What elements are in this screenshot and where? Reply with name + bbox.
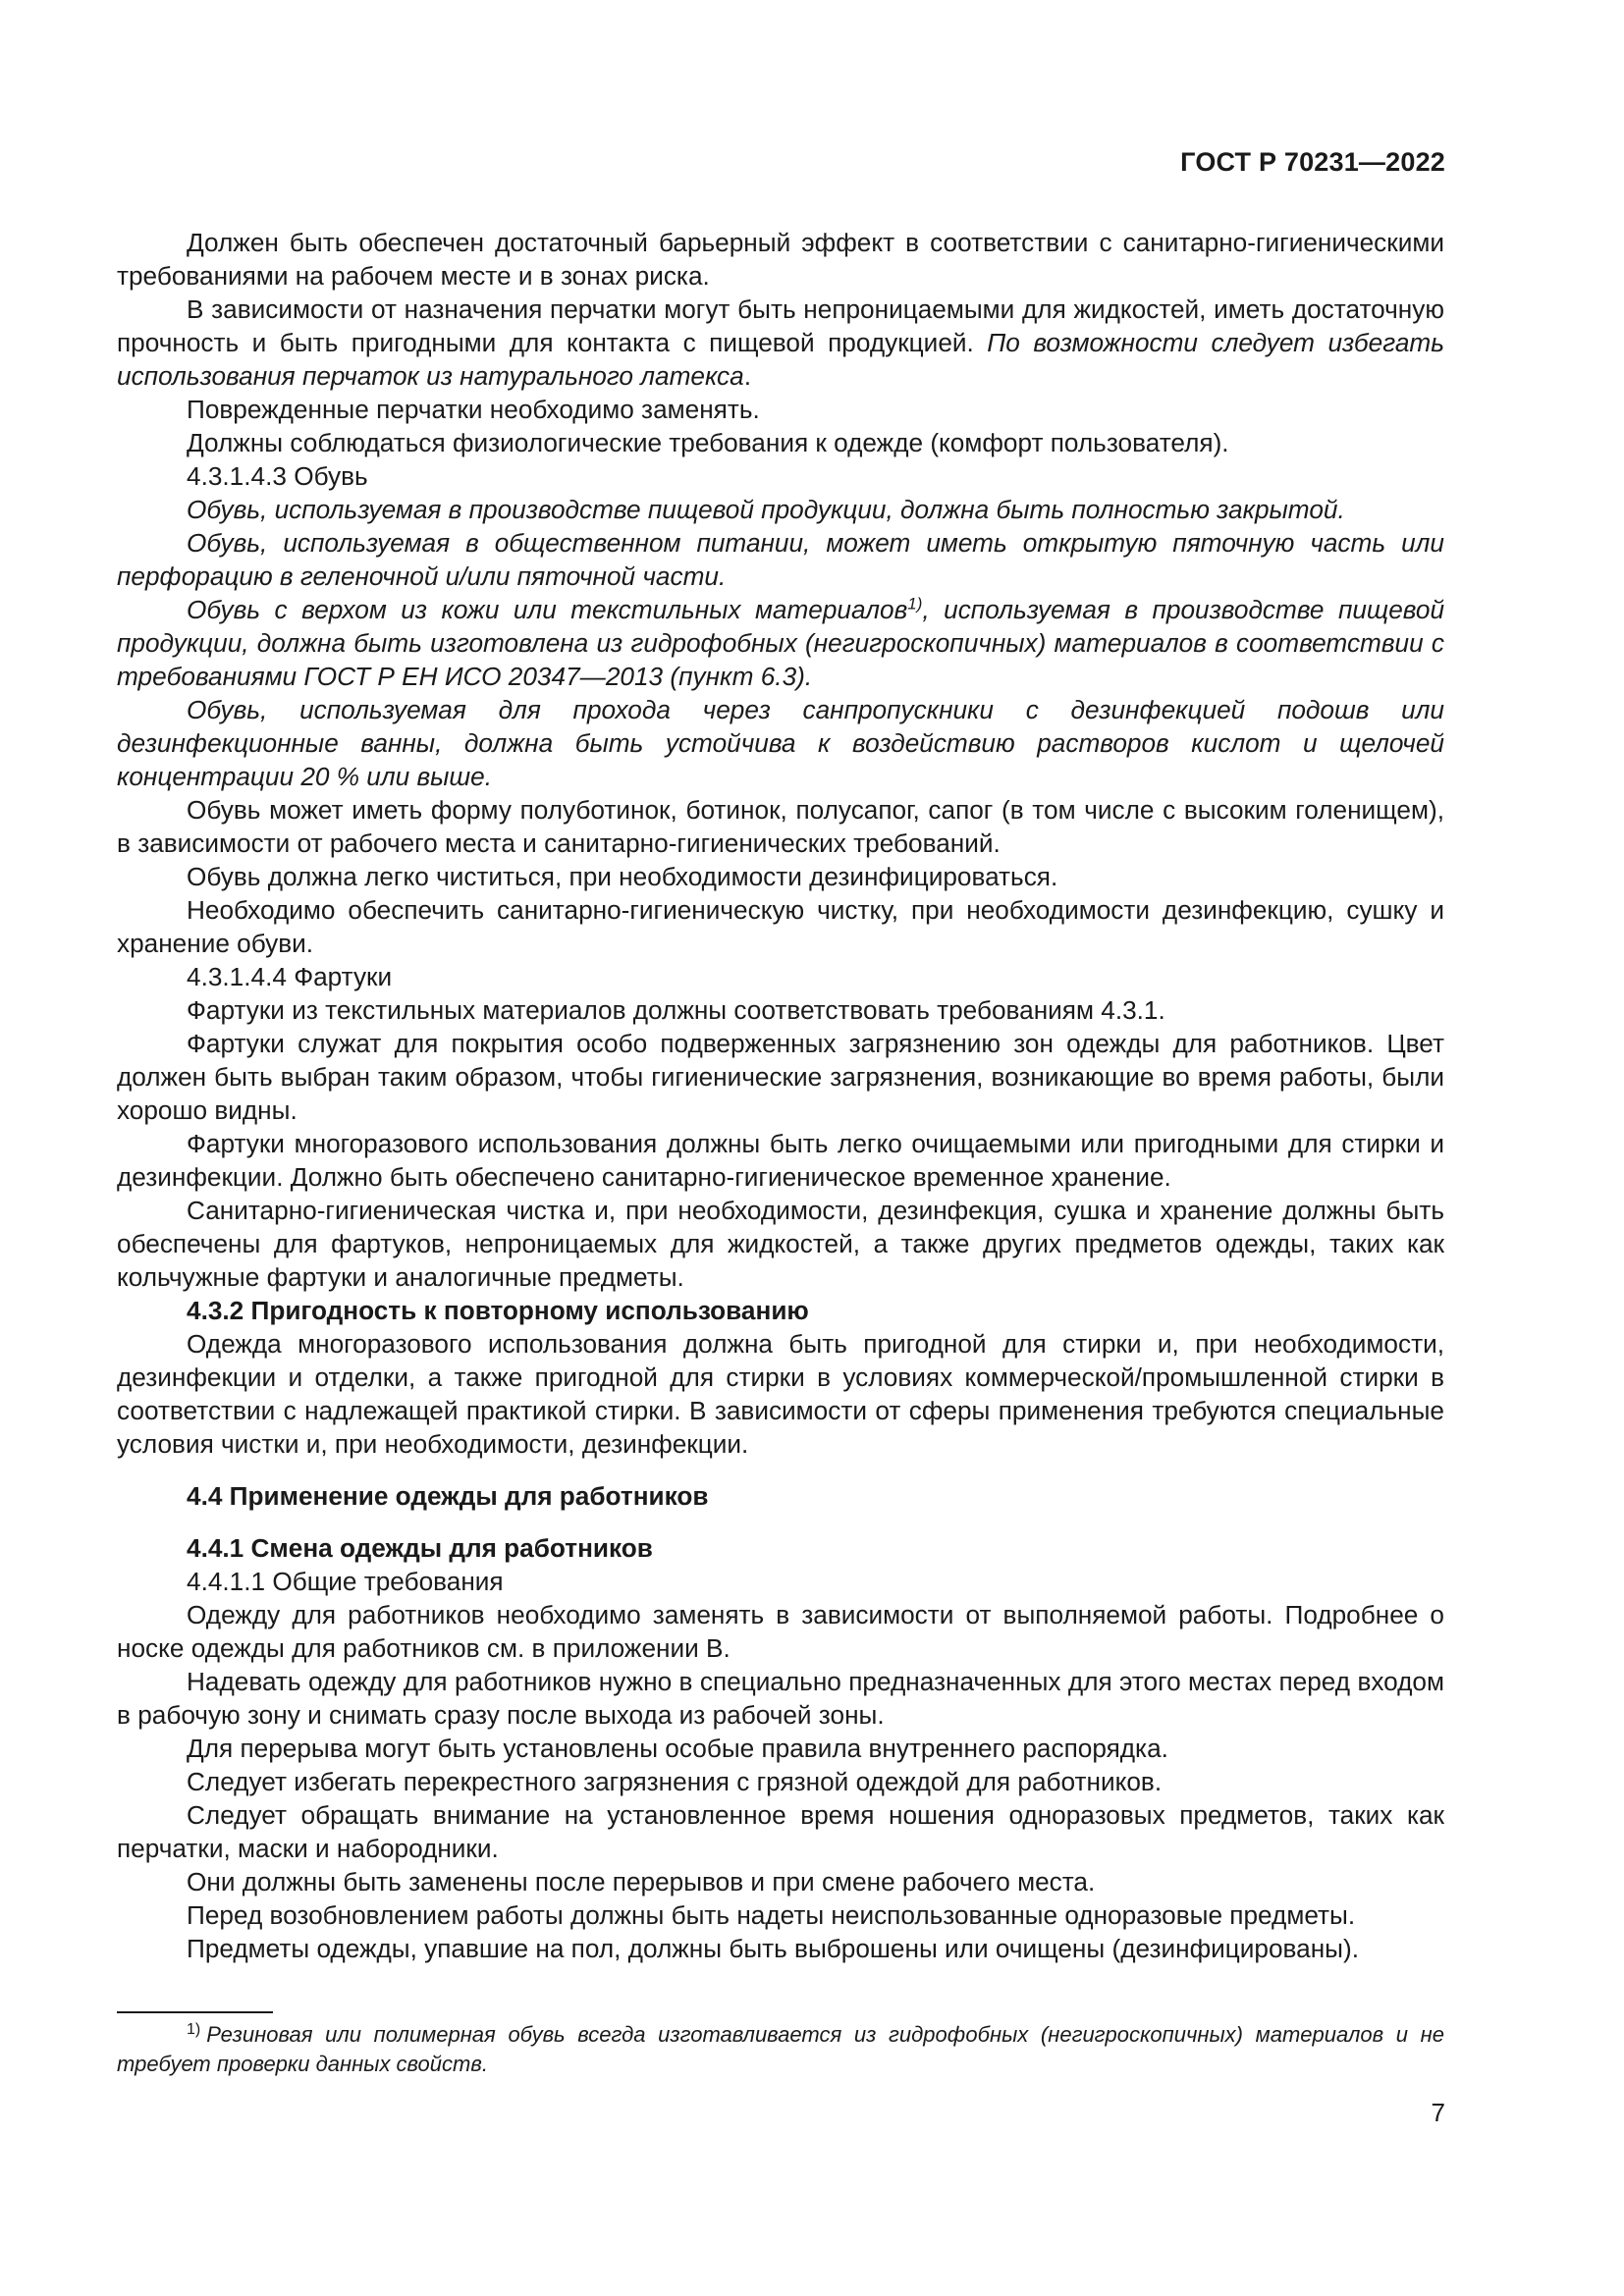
section-heading-4-4: 4.4 Применение одежды для работников <box>187 1481 709 1511</box>
paragraph-text: , используемая в производстве пищевой продукции, должна быть изготовлена из гидрофобных (негигроскопичных) материалов в соответствии с требованиями ГОСТ Р ЕН ИСО 20347—2013 (пункт 6.3). <box>117 595 1445 691</box>
section-heading-4-4-1: 4.4.1 Смена одежды для работников <box>187 1533 653 1563</box>
section-heading-4-3-2: 4.3.2 Пригодность к повторному использованию <box>187 1296 809 1325</box>
paragraph: Обувь, используемая в общественном питании, может иметь открытую пяточную часть или перфорацию в геленочной и/или пяточной части. <box>117 528 1444 591</box>
paragraph: Одежда многоразового использования должна быть пригодной для стирки и, при необходимости, дезинфекции и отделки, а также пригодной для стирки в условиях коммерческой/промышленной стирки в соответствии с надлежащей практикой стирки. В зависимости от сферы применения требуются специальные условия чистки и, при необходимости, дезинфекции. <box>117 1329 1444 1459</box>
paragraph: Поврежденные перчатки необходимо заменять. <box>187 395 760 424</box>
footnote-text: Резиновая или полимерная обувь всегда изготавливается из гидрофобных (негигроскопичных) материалов и не требует проверки данных свойств. <box>117 2022 1444 2076</box>
paragraph: Предметы одежды, упавшие на пол, должны быть выброшены или очищены (дезинфицированы). <box>187 1934 1359 1963</box>
paragraph: Фартуки служат для покрытия особо подверженных загрязнению зон одежды для работников. Цвет должен быть выбран таким образом, чтобы гигиенические загрязнения, возникающие во время работы, были хорошо видны. <box>117 1029 1444 1125</box>
paragraph: Они должны быть заменены после перерывов и при смене рабочего места. <box>187 1867 1096 1896</box>
paragraph: Надевать одежду для работников нужно в специально предназначенных для этого местах перед входом в рабочую зону и снимать сразу после выхода из рабочей зоны. <box>117 1667 1444 1730</box>
subsection-heading-general: 4.4.1.1 Общие требования <box>187 1567 504 1596</box>
paragraph-text: В зависимости от назначения перчатки могут быть непроницаемыми для жидкостей, иметь достаточную прочность и быть пригодными для контакта с пищевой продукцией. <box>117 294 1444 357</box>
document-code: ГОСТ Р 70231—2022 <box>1180 147 1445 177</box>
footnote <box>117 2020 1444 2079</box>
paragraph: Обувь должна легко чиститься, при необходимости дезинфицироваться. <box>187 862 1058 891</box>
paragraph: Обувь, используемая в производстве пищевой продукции, должна быть полностью закрытой. <box>187 495 1345 524</box>
paragraph: Одежду для работников необходимо заменять в зависимости от выполняемой работы. Подробнее о носке одежды для работников см. в приложении В. <box>117 1600 1444 1663</box>
subsection-heading-shoes: 4.3.1.4.3 Обувь <box>187 461 368 491</box>
paragraph: Обувь может иметь форму полуботинок, ботинок, полусапог, сапог (в том числе с высоким голенищем), в зависимости от рабочего места и санитарно-гигиенических требований. <box>117 795 1444 858</box>
footnote-text-block <box>117 2020 1444 2079</box>
page-number: 7 <box>1431 2098 1445 2127</box>
paragraph: Фартуки из текстильных материалов должны соответствовать требованиям 4.3.1. <box>187 995 1165 1025</box>
paragraph: Необходимо обеспечить санитарно-гигиеническую чистку, при необходимости дезинфекцию, сушку и хранение обуви. <box>117 895 1444 958</box>
paragraph: Санитарно-гигиеническая чистка и, при необходимости, дезинфекция, сушка и хранение должны быть обеспечены для фартуков, непроницаемых для жидкостей, а также других предметов одежды, таких как кольчужные фартуки и аналогичные предметы. <box>117 1196 1444 1292</box>
subsection-heading-aprons: 4.3.1.4.4 Фартуки <box>187 962 393 991</box>
paragraph: Должен быть обеспечен достаточный барьерный эффект в соответствии с санитарно-гигиеническими требованиями на рабочем месте и в зонах риска. <box>117 228 1444 291</box>
paragraph: Перед возобновлением работы должны быть надеты неиспользованные одноразовые предметы. <box>187 1900 1356 1930</box>
paragraph-text: . <box>743 361 751 391</box>
footnote-reference[interactable]: 1) <box>907 594 923 614</box>
paragraph-text: Обувь с верхом из кожи или текстильных материалов <box>187 595 908 624</box>
paragraph <box>117 593 1444 693</box>
footnote-marker: 1) <box>187 2020 201 2038</box>
paragraph: Фартуки многоразового использования должны быть легко очищаемыми или пригодными для стирки и дезинфекции. Должно быть обеспечено санитарно-гигиеническое временное хранение. <box>117 1129 1444 1192</box>
paragraph: Обувь, используемая для прохода через санпропускники с дезинфекцией подошв или дезинфекционные ванны, должна быть устойчива к воздействию растворов кислот и щелочей концентрации 20 % или выше. <box>117 695 1444 791</box>
paragraph <box>117 293 1444 393</box>
paragraph: Следует обращать внимание на установленное время ношения одноразовых предметов, таких как перчатки, маски и набородники. <box>117 1800 1444 1863</box>
footnote-divider <box>117 2011 273 2013</box>
paragraph-italic-text: По возможности следует избегать использования перчаток из натурального латекса <box>117 328 1444 391</box>
paragraph: Должны соблюдаться физиологические требования к одежде (комфорт пользователя). <box>187 428 1229 457</box>
document-body <box>117 226 1444 1965</box>
paragraph: Следует избегать перекрестного загрязнения с грязной одеждой для работников. <box>187 1767 1163 1796</box>
paragraph: Для перерыва могут быть установлены особые правила внутреннего распорядка. <box>187 1734 1168 1763</box>
